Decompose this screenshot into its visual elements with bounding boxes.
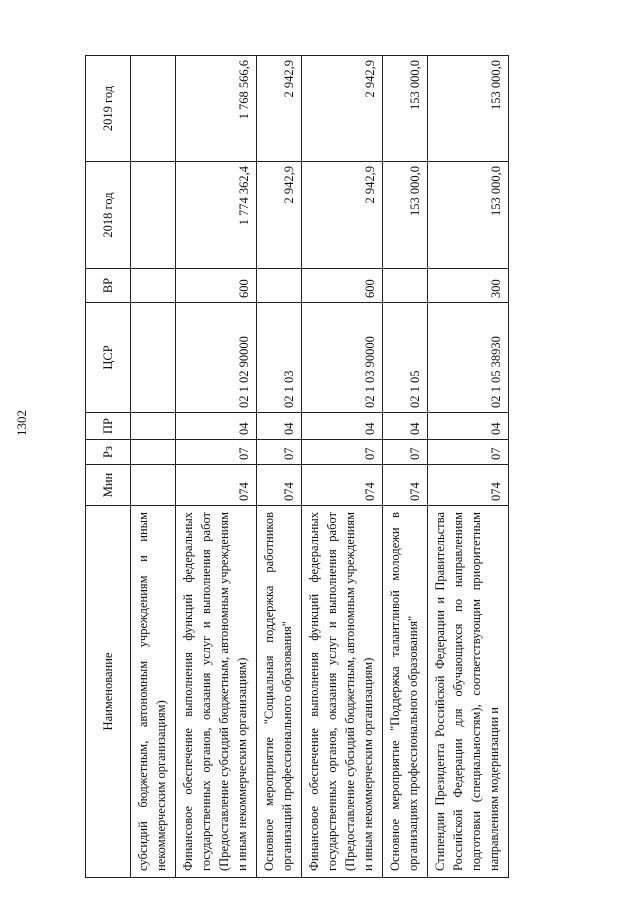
row-name: Финансовое обеспечение выполнения функций федеральных государственных органов, оказания услуг и выполнения работ (Предоставление субсидий бюджетным, автономным учреждениям и иным некоммерческим организациям): [176, 506, 257, 878]
row-pr: [131, 413, 176, 440]
row-vr: [383, 269, 428, 303]
row-vr: 600: [176, 269, 257, 303]
header-name: Наименование: [86, 506, 131, 878]
row-pr: 04: [302, 413, 383, 440]
header-2019: 2019 год: [86, 56, 131, 162]
row-min: 074: [383, 465, 428, 506]
header-rz: Рз: [86, 440, 131, 465]
row-pr: 04: [257, 413, 302, 440]
table-row: [131, 56, 176, 878]
table-header-row: [86, 56, 131, 878]
row-csr: [131, 303, 176, 413]
row-pr: 04: [428, 413, 509, 440]
row-csr: 02 1 05: [383, 303, 428, 413]
row-min: [131, 465, 176, 506]
row-name: субсидий бюджетным, автономным учреждениям и иным некоммерческим организациям): [131, 506, 176, 878]
row-name: Стипендии Президента Российской Федерации и Правительства Российской Федерации для обучающихся по направлениям подготовки (специальностям), соответствующим приоритетным направлениям модернизации и: [428, 506, 509, 878]
row-rz: 07: [257, 440, 302, 465]
header-pr: ПР: [86, 413, 131, 440]
row-rz: [131, 440, 176, 465]
row-2019: [131, 56, 176, 162]
table-row: [176, 56, 257, 878]
row-2018: 153 000,0: [383, 162, 428, 269]
row-vr: 600: [302, 269, 383, 303]
row-name: Основное мероприятие "Поддержка талантливой молодежи в организациях профессионального образования": [383, 506, 428, 878]
row-name: Основное мероприятие "Социальная поддержка работников организаций профессионального образования": [257, 506, 302, 878]
row-pr: 04: [383, 413, 428, 440]
row-2019: 2 942,9: [302, 56, 383, 162]
row-min: 074: [302, 465, 383, 506]
header-min: Мин: [86, 465, 131, 506]
row-vr: [257, 269, 302, 303]
row-2018: 1 774 362,4: [176, 162, 257, 269]
table-row: [257, 56, 302, 878]
table-row: [428, 56, 509, 878]
header-2018: 2018 год: [86, 162, 131, 269]
row-vr: 300: [428, 269, 509, 303]
page-number: 1302: [14, 410, 29, 436]
row-rz: 07: [302, 440, 383, 465]
row-rz: 07: [383, 440, 428, 465]
row-2018: [131, 162, 176, 269]
row-2018: 153 000,0: [428, 162, 509, 269]
row-pr: 04: [176, 413, 257, 440]
row-2018: 2 942,9: [257, 162, 302, 269]
row-vr: [131, 269, 176, 303]
row-csr: 02 1 03 90000: [302, 303, 383, 413]
row-min: 074: [428, 465, 509, 506]
row-min: 074: [176, 465, 257, 506]
header-vr: ВР: [86, 269, 131, 303]
row-2019: 1 768 566,6: [176, 56, 257, 162]
row-rz: 07: [428, 440, 509, 465]
row-csr: 02 1 05 38930: [428, 303, 509, 413]
budget-table: [85, 55, 509, 878]
row-name: Финансовое обеспечение выполнения функций федеральных государственных органов, оказания услуг и выполнения работ (Предоставление субсидий бюджетным, автономным учреждениям и иным некоммерческим организациям): [302, 506, 383, 878]
table-row: [383, 56, 428, 878]
row-csr: 02 1 02 90000: [176, 303, 257, 413]
row-rz: 07: [176, 440, 257, 465]
header-csr: ЦСР: [86, 303, 131, 413]
table-row: [302, 56, 383, 878]
row-2018: 2 942,9: [302, 162, 383, 269]
row-2019: 2 942,9: [257, 56, 302, 162]
row-min: 074: [257, 465, 302, 506]
row-csr: 02 1 03: [257, 303, 302, 413]
row-2019: 153 000,0: [383, 56, 428, 162]
row-2019: 153 000,0: [428, 56, 509, 162]
rotated-table-stage: [85, 56, 600, 878]
